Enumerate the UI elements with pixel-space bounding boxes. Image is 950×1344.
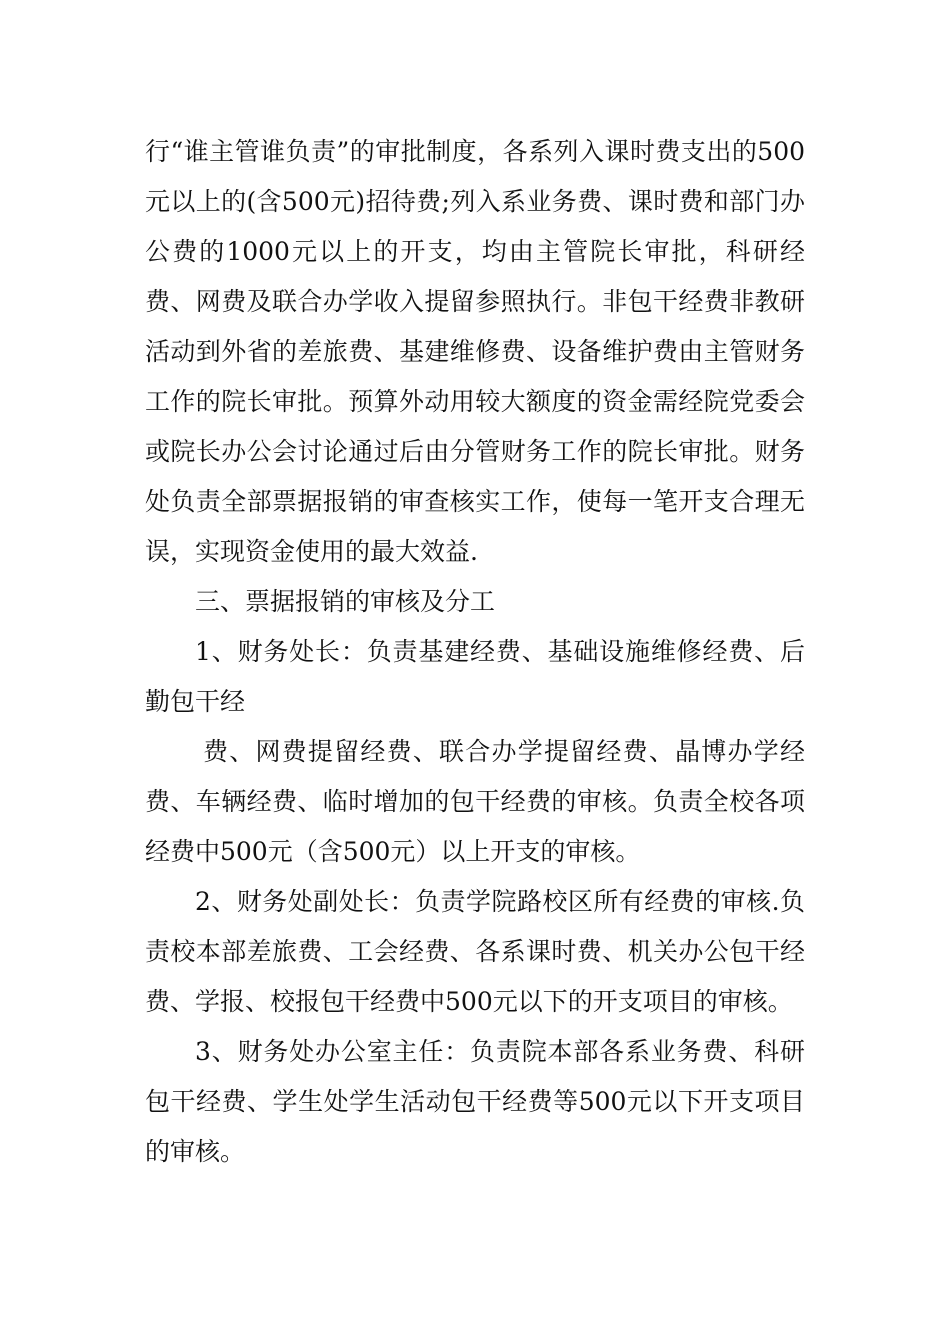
paragraph-item-2: 2、财务处副处长：负责学院路校区所有经费的审核.负责校本部差旅费、工会经费、各系课时费、机关办公包干经费、学报、校报包干经费中500元以下的开支项目的审核。 — [145, 887, 805, 1016]
paragraph-item-3: 3、财务处办公室主任：负责院本部各系业务费、科研包干经费、学生处学生活动包干经费等500元以下开支项目的审核。 — [145, 1037, 805, 1166]
section-heading-3: 三、票据报销的审核及分工 — [195, 587, 496, 616]
paragraph-approval-system: 行“谁主管谁负责”的审批制度，各系列入课时费支出的500元以上的(含500元)招待费;列入系业务费、课时费和部门办公费的1000元以上的开支，均由主管院长审批，科研经费、网费及联合办学收入提留参照执行。非包干经费非教研活动到外省的差旅费、基建维修费、设备维护费由主管财务工作的院长审批。预算外动用较大额度的资金需经院党委会或院长办公会讨论通过后由分管财务工作的院长审批。财务处负责全部票据报销的审查核实工作，使每一笔开支合理无误，实现资金使用的最大效益. — [145, 137, 805, 566]
paragraph-item-1: 1、财务处长：负责基建经费、基础设施维修经费、后勤包干经 — [145, 637, 805, 716]
paragraph-item-1-continued: 费、网费提留经费、联合办学提留经费、晶博办学经费、车辆经费、临时增加的包干经费的审核。负责全校各项经费中500元（含500元）以上开支的审核。 — [145, 737, 805, 866]
document-page — [145, 127, 805, 1177]
